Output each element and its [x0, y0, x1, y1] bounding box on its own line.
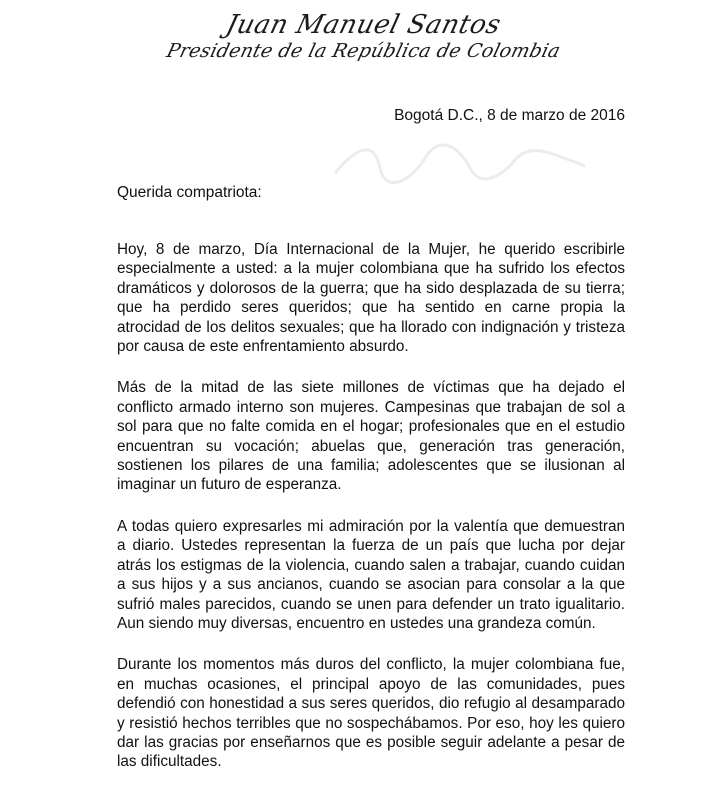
letter-paragraph: Hoy, 8 de marzo, Día Internacional de la Mujer, he querido escribirle especialmente a usted: a la mujer colombiana que ha sufrido los efectos dramáticos y dolorosos de la guerra; que ha sido desplazada de su tierra; que ha perdido seres queridos; que ha sentido en carne propia la atrocidad de los delitos sexuales; que ha llorado con indignación y tristeza por causa de este enfrentamiento absurdo. [117, 241, 625, 356]
letterhead-name: Juan Manuel Santos [222, 10, 505, 40]
faint-signature-watermark [330, 138, 590, 188]
letterhead-title: Presidente de la República de Colombia [164, 40, 563, 62]
letter-date: Bogotá D.C., 8 de marzo de 2016 [394, 107, 625, 124]
letter-body [117, 240, 625, 794]
letter-paragraph: Más de la mitad de las siete millones de víctimas que ha dejado el conflicto armado interno son mujeres. Campesinas que trabajan de sol a sol para que no falte comida en el hogar; profesionales que en el estudio encuentran su vocación; abuelas que, generación tras generación, sostienen los pilares de una familia; adolescentes que se ilusionan al imaginar un futuro de esperanza. [117, 379, 625, 494]
letter-salutation: Querida compatriota: [117, 184, 262, 201]
letter-paragraph: A todas quiero expresarles mi admiración por la valentía que demuestran a diario. Ustedes representan la fuerza de un país que lucha por dejar atrás los estigmas de la violencia, cuando salen a trabajar, cuando cuidan a sus hijos y a sus ancianos, cuando se asocian para consolar a la que sufrió males parecidos, cuando se unen para defender un trato igualitario. Aun siendo muy diversas, encuentro en ustedes una grandeza común. [117, 517, 625, 632]
letter-paragraph: Durante los momentos más duros del conflicto, la mujer colombiana fue, en muchas ocasiones, el principal apoyo de las comunidades, pues defendió con honestidad a sus seres queridos, dio refugio al desamparado y resistió hechos terribles que no sospechábamos. Por eso, hoy les quiero dar las gracias por enseñarnos que es posible seguir adelante a pesar de las dificultades. [117, 656, 625, 771]
